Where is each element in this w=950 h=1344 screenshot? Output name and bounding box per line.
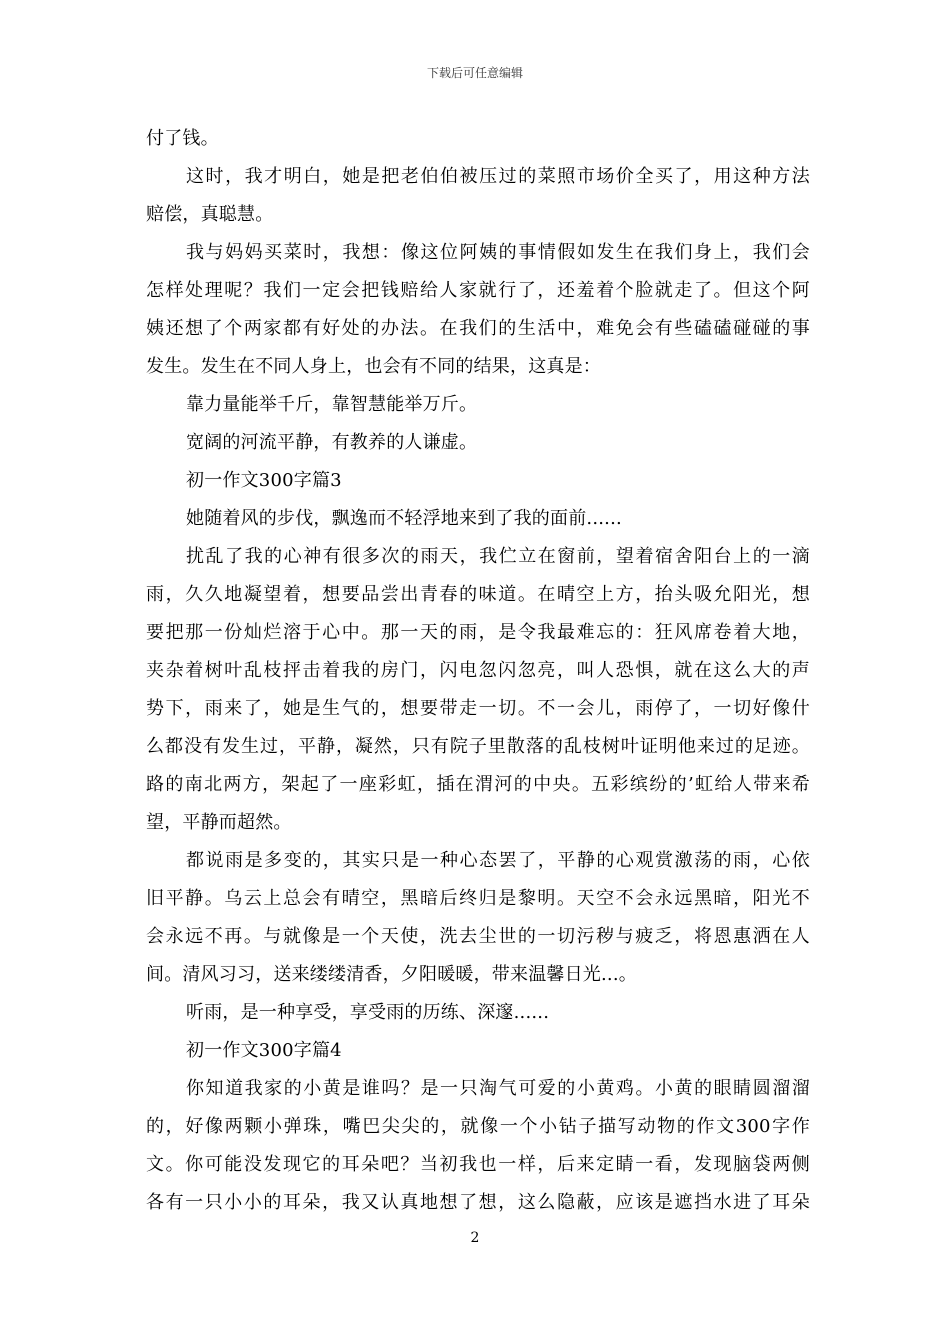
text-line: 初一作文300字篇3 <box>186 470 342 491</box>
text-line: 初一作文300字篇4 <box>186 1040 342 1061</box>
text-line: 怎样处理呢？我们一定会把钱赔给人家就行了，还羞着个脸就走了。但这个阿 <box>146 280 810 301</box>
document-body <box>146 120 810 1222</box>
text-line: 势下，雨来了，她是生气的，想要带走一切。不一会儿，雨停了，一切好像什 <box>146 698 810 719</box>
text-line: 的，好像两颗小弹珠，嘴巴尖尖的，就像一个小钻子描写动物的作文300字作 <box>146 1116 810 1137</box>
text-line: 雨，久久地凝望着，想要品尝出青春的味道。在晴空上方，抬头吸允阳光，想 <box>146 584 810 605</box>
text-line: 么都没有发生过，平静，凝然，只有院子里散落的乱枝树叶证明他来过的足迹。 <box>146 736 810 757</box>
text-line: 她随着风的步伐，飘逸而不轻浮地来到了我的面前...... <box>186 508 622 529</box>
text-line: 你知道我家的小黄是谁吗？是一只淘气可爱的小黄鸡。小黄的眼睛圆溜溜 <box>186 1078 810 1099</box>
text-line: 我与妈妈买菜时，我想：像这位阿姨的事情假如发生在我们身上，我们会 <box>186 242 810 263</box>
text-line: 赔偿，真聪慧。 <box>146 204 274 225</box>
text-line: 这时，我才明白，她是把老伯伯被压过的菜照市场价全买了，用这种方法 <box>186 166 810 187</box>
text-line: 听雨，是一种享受，享受雨的历练、深邃...... <box>186 1002 550 1023</box>
page-number: 2 <box>470 1230 480 1246</box>
text-line: 文。你可能没发现它的耳朵吧？当初我也一样，后来定睛一看，发现脑袋两侧 <box>146 1154 810 1175</box>
text-line: 付了钱。 <box>146 128 219 149</box>
text-line: 要把那一份灿烂溶于心中。那一天的雨，是令我最难忘的：狂风席卷着大地， <box>146 622 810 643</box>
text-line: 靠力量能举千斤，靠智慧能举万斤。 <box>186 394 478 415</box>
text-line: 间。清风习习，送来缕缕清香，夕阳暖暖，带来温馨日光...。 <box>146 964 637 985</box>
text-line: 发生。发生在不同人身上，也会有不同的结果，这真是： <box>146 356 601 377</box>
text-line: 扰乱了我的心神有很多次的雨天，我伫立在窗前，望着宿舍阳台上的一滴 <box>186 546 810 567</box>
text-line: 各有一只小小的耳朵，我又认真地想了想，这么隐蔽，应该是遮挡水进了耳朵 <box>146 1192 810 1213</box>
text-line: 会永远不再。与就像是一个天使，洗去尘世的一切污秽与疲乏，将恩惠洒在人 <box>146 926 810 947</box>
text-line: 旧平静。乌云上总会有晴空，黑暗后终归是黎明。天空不会永远黑暗，阳光不 <box>146 888 810 909</box>
text-line: 望，平静而超然。 <box>146 812 292 833</box>
page-header: 下载后可任意编辑 <box>426 66 523 80</box>
text-line: 夹杂着树叶乱枝抨击着我的房门，闪电忽闪忽亮，叫人恐惧，就在这么大的声 <box>146 660 810 681</box>
text-line: 姨还想了个两家都有好处的办法。在我们的生活中，难免会有些磕磕碰碰的事 <box>146 318 810 339</box>
text-line: 路的南北两方，架起了一座彩虹，插在渭河的中央。五彩缤纷的’虹给人带来希 <box>146 774 810 795</box>
text-line: 宽阔的河流平静，有教养的人谦虚。 <box>186 432 478 453</box>
text-line: 都说雨是多变的，其实只是一种心态罢了，平静的心观赏激荡的雨，心依 <box>186 850 810 871</box>
